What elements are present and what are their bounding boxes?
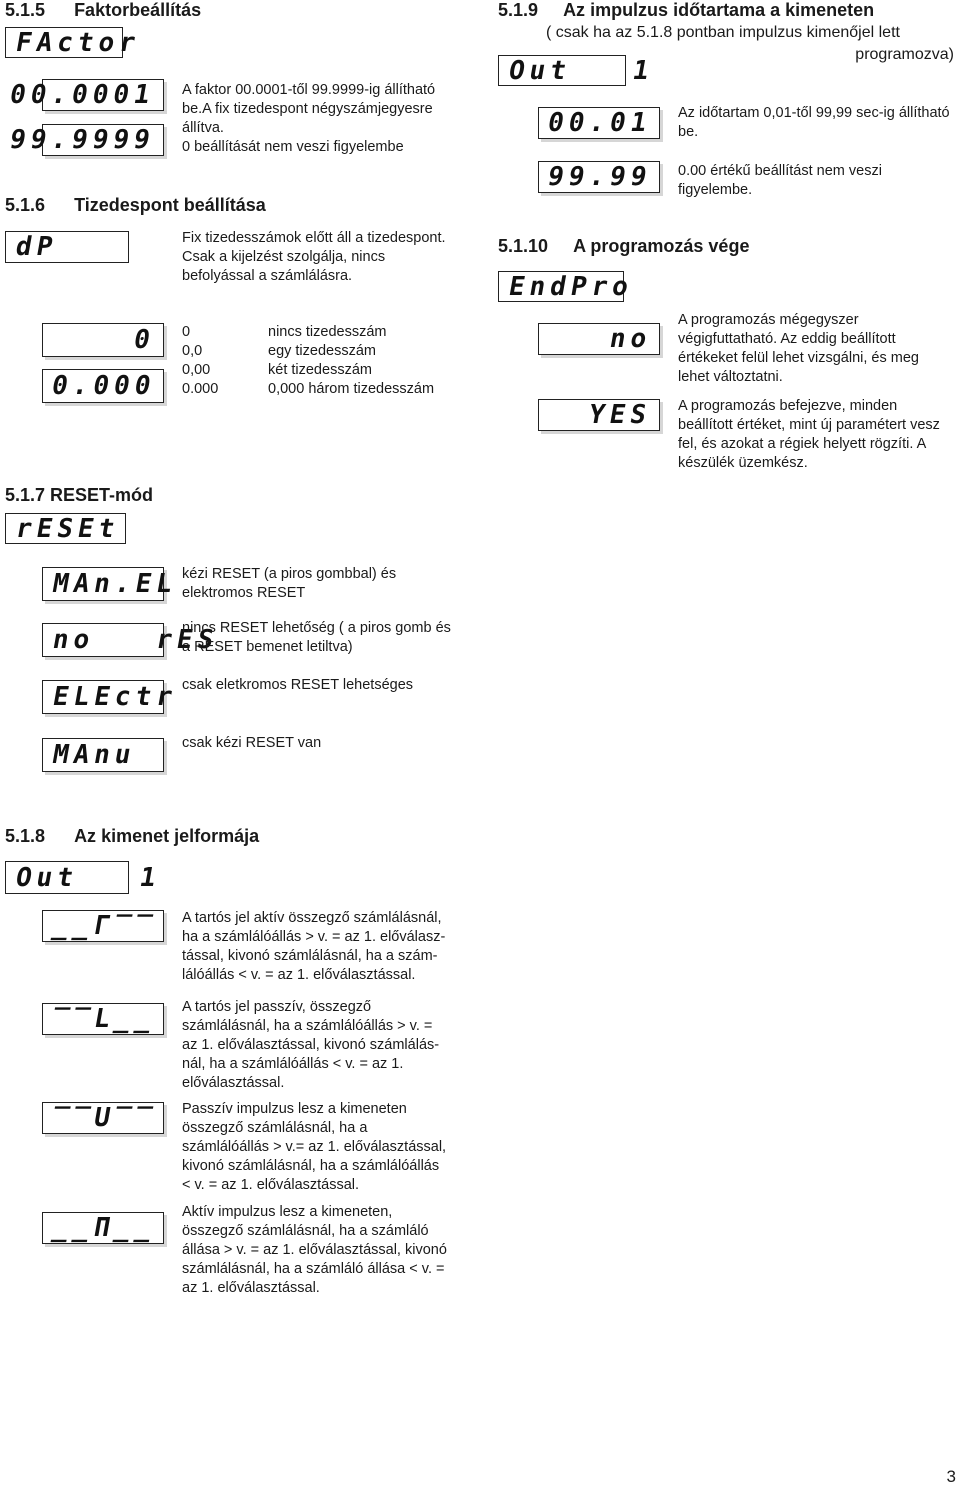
text-line: összegző számlálásnál, ha a	[182, 1120, 368, 1136]
section-number: 5.1.5	[5, 0, 46, 20]
text-line: nál, ha a számlálóállás < v. = az 1.	[182, 1056, 404, 1072]
text-line: A tartós jel passzív, összegző	[182, 999, 372, 1015]
display-text: 99.9999	[7, 125, 158, 155]
dp-option-value: 0,00	[182, 362, 211, 378]
signal-passive-display	[42, 1003, 164, 1035]
display-text: 0.000	[49, 371, 158, 401]
section-title: A programozás vége	[573, 236, 750, 256]
display-text: MAn.EL	[50, 569, 180, 599]
text-line: be.	[678, 124, 699, 140]
end-no-display	[538, 323, 660, 355]
display-text: MAnu	[50, 740, 139, 770]
dp-option-value: 0.000	[182, 381, 219, 397]
dp-options-list	[182, 323, 434, 399]
text-line: értékeket felül lehet vizsgálni, és meg	[678, 350, 919, 366]
text-line: < v. = az 1. előválasztással.	[182, 1177, 360, 1193]
reset-option-text	[182, 734, 321, 753]
text-line: A faktor 00.0001-től 99.9999-ig állítható	[182, 82, 436, 98]
signal-passive-pulse-display	[42, 1102, 164, 1134]
dp-zero-display	[42, 323, 164, 357]
reset-none-display	[42, 623, 221, 657]
end-program-display	[498, 271, 636, 302]
pulse-note	[678, 162, 882, 200]
dp-option-text: két tizedesszám	[268, 362, 372, 378]
section-heading-5-1-7: 5.1.7 RESET-mód	[5, 485, 154, 505]
display-text: 99.99	[545, 162, 654, 192]
section-heading-5-1-8	[5, 826, 259, 847]
text-line: a RESET bemenet letiltva)	[182, 639, 353, 655]
dp-option-row	[182, 361, 434, 380]
dp-three-display	[42, 369, 164, 403]
reset-option-text	[182, 676, 413, 695]
reset-electric-display	[42, 680, 180, 714]
dp-option-row	[182, 380, 434, 399]
text-line: lehet változtatni.	[678, 369, 783, 385]
text-line: A programozás befejezve, minden	[678, 398, 898, 414]
display-text: no	[607, 324, 654, 354]
dp-option-text: egy tizedesszám	[268, 343, 376, 359]
text-line: A programozás mégegyszer	[678, 312, 859, 328]
display-text: YES	[586, 400, 654, 430]
pulse-min-display	[538, 107, 660, 139]
signal-active-display	[42, 910, 164, 942]
display-text: 0	[131, 325, 158, 355]
text-line: csak eletkromos RESET lehetséges	[182, 677, 414, 693]
text-line: számlálásnál, ha a számláló állása < v. =	[182, 1261, 445, 1277]
display-text: __Π__	[50, 1213, 159, 1243]
section-heading-5-1-10	[498, 236, 749, 257]
dp-option-text: nincs tizedesszám	[268, 324, 387, 340]
text-line: tással, kivonó számlálásnál, ha a szám-	[182, 948, 438, 964]
text-line: számlálóállás > v.= az 1. előválasztással,	[182, 1139, 447, 1155]
text-line: Passzív impulzus lesz a kimeneten	[182, 1101, 407, 1117]
text-line: kivonó számlálásnál, ha a számlálóállás	[182, 1158, 440, 1174]
text-line: befolyással a számlálásra.	[182, 268, 353, 284]
text-line: összegző számlálásnál, ha a számláló	[182, 1223, 429, 1239]
signal-description	[182, 1100, 446, 1195]
section-number: 5.1.10	[498, 236, 549, 256]
reset-label-display	[5, 513, 126, 544]
text-line: elektromos RESET	[182, 585, 306, 601]
dp-option-row	[182, 342, 434, 361]
text-line: végigfuttatható. Az eddig beállított	[678, 331, 896, 347]
text-line: be.A fix tizedespont négyszámjegyesre	[182, 101, 433, 117]
text-line: készülék üzemkész.	[678, 455, 808, 471]
output-label-display	[5, 861, 164, 894]
section-number: 5.1.6	[5, 195, 46, 215]
text-line: Az időtartam 0,01-től 99,99 sec-ig állítható	[678, 105, 950, 121]
reset-manual-display	[42, 738, 164, 772]
dp-option-value: 0	[182, 324, 191, 340]
end-yes-display	[538, 399, 660, 431]
section-number: 5.1.9	[498, 0, 539, 20]
section-subtitle: programozva)	[855, 46, 954, 63]
text-line: Aktív impulzus lesz a kimeneten,	[182, 1204, 393, 1220]
dp-label-display	[5, 231, 129, 263]
signal-description	[182, 909, 445, 985]
text-line: nincs RESET lehetőség ( a piros gomb és	[182, 620, 451, 636]
section-title: Az kimenet jelformája	[74, 826, 260, 846]
section-title: Faktorbeállítás	[74, 0, 202, 20]
signal-active-pulse-display	[42, 1212, 164, 1244]
display-text: FActor	[13, 27, 143, 58]
display-text: __Γ‾‾	[50, 911, 159, 941]
display-text: ELEctr	[50, 682, 180, 712]
text-line: 0 beállítását nem veszi figyelembe	[182, 139, 404, 155]
section-heading-5-1-5	[5, 0, 201, 21]
end-no-description	[678, 311, 919, 387]
section-number: 5.1.8	[5, 826, 46, 846]
dp-option-row	[182, 323, 434, 342]
signal-description	[182, 1203, 447, 1298]
text-line: 0.00 értékű beállítást nem veszi	[678, 163, 882, 179]
pulse-description	[678, 104, 950, 142]
section-title: Tizedespont beállítása	[74, 195, 266, 215]
display-text: 00.01	[545, 108, 654, 138]
text-line: lálóállás < v. = az 1. előválasztással.	[182, 967, 416, 983]
display-text: ‾‾L__	[50, 1004, 159, 1034]
display-text: rESEt	[13, 513, 122, 544]
text-line: ha a számlálóállás > v. = az 1. előválasz-	[182, 929, 446, 945]
display-text: dP	[13, 232, 60, 262]
section-subtitle: ( csak ha az 5.1.8 pontban impulzus kimenőjel lett	[546, 24, 900, 41]
factor-label-display	[5, 27, 143, 58]
display-text: 00.0001	[7, 80, 158, 110]
section-heading-5-1-9	[498, 0, 874, 21]
text-line: figyelembe.	[678, 182, 753, 198]
text-line: A tartós jel aktív összegző számlálásnál,	[182, 910, 442, 926]
dp-description	[182, 229, 446, 286]
reset-option-text	[182, 619, 451, 657]
reset-option-text	[182, 565, 396, 603]
text-line: az 1. előválasztással, kivonó számlálás-	[182, 1037, 440, 1053]
factor-max-display	[7, 124, 164, 156]
signal-description	[182, 998, 439, 1093]
text-line: Fix tizedesszámok előtt áll a tizedespont.	[182, 230, 446, 246]
text-line: állása > v. = az 1. előválasztással, kivonó	[182, 1242, 447, 1258]
text-line: az 1. előválasztással.	[182, 1280, 320, 1296]
text-line: csak kézi RESET van	[182, 735, 322, 751]
display-text: Out 1	[13, 862, 164, 893]
text-line: beállított értéket, mint új paramétert vesz	[678, 417, 940, 433]
pulse-max-display	[538, 161, 660, 193]
factor-description	[182, 81, 435, 157]
display-text: no rES	[50, 625, 221, 655]
end-yes-description	[678, 397, 940, 473]
text-line: Csak a kijelzést szolgálja, nincs	[182, 249, 386, 265]
text-line: fel, és azokat a régiek helyett rögzíti. A	[678, 436, 927, 452]
section-title: Az impulzus időtartama a kimeneten	[563, 0, 875, 20]
factor-min-display	[7, 79, 164, 111]
section-heading-5-1-6	[5, 195, 266, 216]
text-line: állítva.	[182, 120, 224, 136]
dp-option-text: 0,000 három tizedesszám	[268, 381, 435, 397]
text-line: kézi RESET (a piros gombbal) és	[182, 566, 397, 582]
dp-option-value: 0,0	[182, 343, 203, 359]
display-text: EndPro	[506, 271, 636, 302]
reset-manual-electric-display	[42, 567, 180, 601]
page-number: 3	[946, 1467, 956, 1486]
text-line: előválasztással.	[182, 1075, 285, 1091]
text-line: számlálásnál, ha a számlálóállás > v. =	[182, 1018, 433, 1034]
display-text: ‾‾U‾‾	[50, 1103, 159, 1133]
pulse-output-display	[498, 55, 657, 86]
display-text: Out 1	[506, 55, 657, 86]
